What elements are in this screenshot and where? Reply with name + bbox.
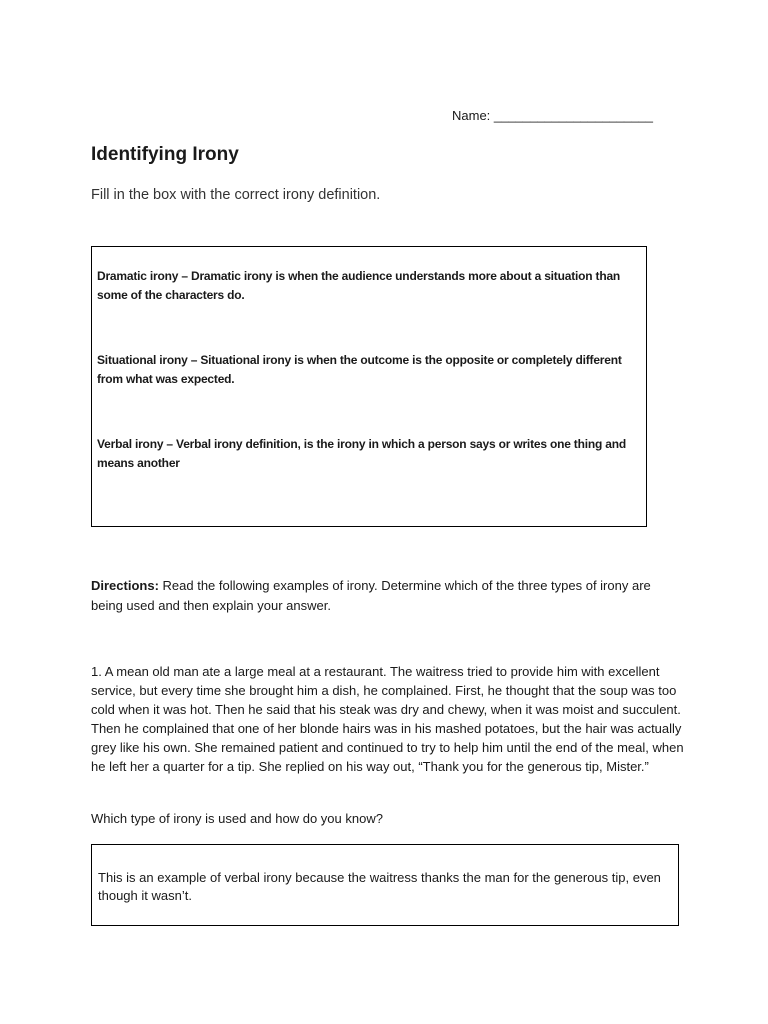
- name-blank-line[interactable]: ______________________: [493, 108, 653, 123]
- question-body: A mean old man ate a large meal at a restaurant. The waitress tried to provide him with excellent service, but every time she brought him a dish, he complained. First, he thought that the soup was too cold when it was hot. Then he said that his steak was dry and chewy, when it was moist and succulent. Then he complained that one of her blonde hairs was in his mashed potatoes, but the hair was actually grey like his own. She remained patient and continued to try to help him until the end of the meal, when he left her a quarter for a tip. She replied on his way out, “Thank you for the generous tip, Mister.”: [91, 664, 684, 774]
- definition-separator: –: [187, 353, 201, 367]
- page-title: Identifying Irony: [91, 144, 239, 165]
- definition-term: Dramatic irony: [97, 269, 179, 283]
- definition-text: Verbal irony definition, is the irony in which a person says or writes one thing and means another: [97, 437, 626, 470]
- question-1-text: [91, 662, 691, 776]
- definition-situational-irony: [97, 351, 645, 388]
- definition-verbal-irony: [97, 435, 645, 472]
- name-field[interactable]: [452, 108, 653, 124]
- directions-text: Read the following examples of irony. Determine which of the three types of irony are being used and then explain your answer.: [91, 578, 651, 613]
- definition-separator: –: [178, 269, 191, 283]
- instructions-text: Fill in the box with the correct irony definition.: [91, 187, 381, 203]
- definition-separator: –: [163, 437, 177, 451]
- question-1-prompt: Which type of irony is used and how do you know?: [91, 811, 383, 826]
- answer-box[interactable]: [91, 844, 679, 926]
- directions-label: Directions:: [91, 578, 159, 593]
- definition-text: Dramatic irony is when the audience understands more about a situation than some of the characters do.: [97, 269, 621, 302]
- definition-text: Situational irony is when the outcome is the opposite or completely different from what was expected.: [97, 353, 622, 386]
- definition-term: Situational irony: [97, 353, 188, 367]
- definition-dramatic-irony: [97, 267, 645, 304]
- definitions-box: [91, 246, 647, 527]
- question-number: 1.: [91, 664, 102, 679]
- name-label: Name:: [452, 108, 491, 123]
- definition-term: Verbal irony: [97, 437, 164, 451]
- answer-text: This is an example of verbal irony because the waitress thanks the man for the generous tip, even though it wasn’t.: [98, 870, 661, 903]
- directions-paragraph: [91, 576, 681, 615]
